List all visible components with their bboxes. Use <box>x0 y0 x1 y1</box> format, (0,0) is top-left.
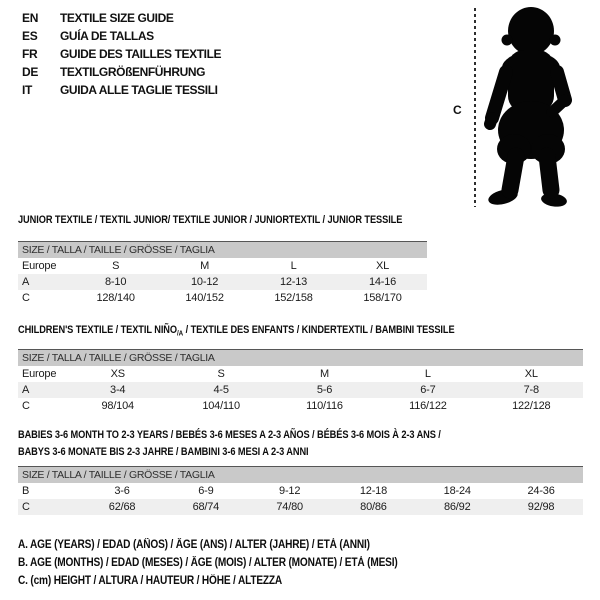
table-row <box>18 274 427 290</box>
language-code: DE <box>22 65 39 79</box>
language-title: GUÍA DE TALLAS <box>60 29 154 43</box>
size-cell: 74/80 <box>248 499 332 515</box>
language-row <box>22 9 221 27</box>
size-cell: S <box>112 260 120 272</box>
babies-section <box>18 427 583 513</box>
size-cell: 98/104 <box>101 400 134 412</box>
language-title: GUIDA ALLE TAGLIE TESSILI <box>60 83 218 97</box>
children-size-table <box>18 349 583 414</box>
language-code: ES <box>22 29 38 43</box>
size-cell: 86/92 <box>415 499 499 515</box>
babies-section-title <box>18 427 493 461</box>
size-cell: 62/68 <box>80 499 164 515</box>
size-cell: 10-12 <box>160 274 249 290</box>
size-cell: 7-8 <box>480 382 583 398</box>
size-cell: 3-6 <box>114 485 130 497</box>
footnotes-block <box>18 536 449 590</box>
language-code: IT <box>22 83 33 97</box>
footnote-a: A. AGE (YEARS) / EDAD (AÑOS) / ÂGE (ANS) / ALTER (JAHRE) / ETÀ (ANNI) <box>18 539 370 551</box>
size-cell: M <box>320 368 329 380</box>
size-cell: 116/122 <box>409 400 447 412</box>
junior-size-table <box>18 241 427 306</box>
size-cell: XS <box>110 368 125 380</box>
language-title: GUIDE DES TAILLES TEXTILE <box>60 47 222 61</box>
language-code: FR <box>22 47 38 61</box>
size-cell: 68/74 <box>164 499 248 515</box>
children-title-pre: CHILDREN'S TEXTILE / TEXTIL NIÑO <box>18 324 177 336</box>
row-label: A <box>18 274 71 290</box>
size-cell: 8-10 <box>71 274 160 290</box>
row-label: A <box>18 382 66 398</box>
size-cell: M <box>200 260 210 272</box>
table-row <box>18 483 583 499</box>
junior-section <box>18 214 427 304</box>
babies-title-line2: BABYS 3-6 MONATE BIS 2-3 JAHRE / BAMBINI 3-6 MESI A 2-3 ANNI <box>18 446 309 458</box>
children-section <box>18 324 583 412</box>
size-cell: 18-24 <box>443 485 471 497</box>
junior-section-title: JUNIOR TEXTILE / TEXTIL JUNIOR/ TEXTILE JUNIOR / JUNIORTEXTIL / JUNIOR TESSILE <box>18 214 403 226</box>
size-header-bar: SIZE / TALLA / TAILLE / GRÖSSE / TAGLIA <box>18 350 583 367</box>
language-title: TEXTILE SIZE GUIDE <box>60 11 174 25</box>
size-cell: XL <box>375 260 390 272</box>
size-cell: 158/170 <box>363 292 402 304</box>
size-cell: 128/140 <box>96 292 135 304</box>
table-row <box>18 499 583 515</box>
size-cell: 140/152 <box>185 292 224 304</box>
language-title: TEXTILGRÖßENFÜHRUNG <box>60 65 206 79</box>
babies-title-line1: BABIES 3-6 MONTH TO 2-3 YEARS / BEBÉS 3-6 MESES A 2-3 AÑOS / BÉBÉS 3-6 MOIS À 2-3 ANS / <box>18 429 441 441</box>
size-cell: 152/158 <box>274 292 313 304</box>
size-cell: 4-5 <box>169 382 272 398</box>
size-cell: L <box>424 368 431 380</box>
children-section-title <box>18 324 493 338</box>
baby-silhouette-icon <box>478 0 598 215</box>
row-label: C <box>22 292 30 304</box>
row-label: C <box>22 400 30 412</box>
table-row <box>18 366 583 382</box>
size-cell: L <box>290 260 297 272</box>
size-cell: 12-18 <box>359 485 388 497</box>
size-cell: 6-7 <box>376 382 479 398</box>
row-label: B <box>22 485 30 497</box>
row-label: C <box>18 499 80 515</box>
footnote-c: C. (cm) HEIGHT / ALTURA / HAUTEUR / HÖHE / ALTEZZA <box>18 575 283 587</box>
language-row <box>22 45 221 63</box>
size-cell: 104/110 <box>202 400 240 412</box>
size-cell: 92/98 <box>499 499 583 515</box>
size-cell: XL <box>524 368 538 380</box>
size-cell: 5-6 <box>273 382 376 398</box>
table-row <box>18 398 583 414</box>
size-cell: S <box>217 368 225 380</box>
size-cell: 122/128 <box>512 400 551 412</box>
size-cell: 12-13 <box>249 274 338 290</box>
footnote-b: B. AGE (MONTHS) / EDAD (MESES) / ÂGE (MOIS) / ALTER (MONATE) / ETÀ (MESI) <box>18 557 398 569</box>
language-row <box>22 27 221 45</box>
children-title-post: / TEXTILE DES ENFANTS / KINDERTEXTIL / BAMBINI TESSILE <box>183 324 455 336</box>
size-cell: 24-36 <box>527 485 555 497</box>
table-row <box>18 258 427 274</box>
size-cell: 9-12 <box>279 485 301 497</box>
height-measure-label: C <box>453 103 462 117</box>
language-row <box>22 63 221 81</box>
size-header-bar: SIZE / TALLA / TAILLE / GRÖSSE / TAGLIA <box>18 467 583 484</box>
size-cell: 14-16 <box>338 274 427 290</box>
table-row <box>18 290 427 306</box>
size-cell: 80/86 <box>332 499 416 515</box>
language-title-block <box>22 9 221 99</box>
babies-size-table <box>18 466 583 515</box>
row-label: Europe <box>22 260 57 272</box>
size-cell: 6-9 <box>198 485 214 497</box>
size-cell: 3-4 <box>66 382 169 398</box>
language-code: EN <box>22 11 39 25</box>
children-title-subscript: /A <box>176 328 184 338</box>
table-row <box>18 382 583 398</box>
row-label: Europe <box>22 368 57 380</box>
size-cell: 110/116 <box>306 400 343 412</box>
size-header-bar: SIZE / TALLA / TAILLE / GRÖSSE / TAGLIA <box>18 242 427 259</box>
height-measure-dashed-line <box>474 8 476 207</box>
language-row <box>22 81 221 99</box>
